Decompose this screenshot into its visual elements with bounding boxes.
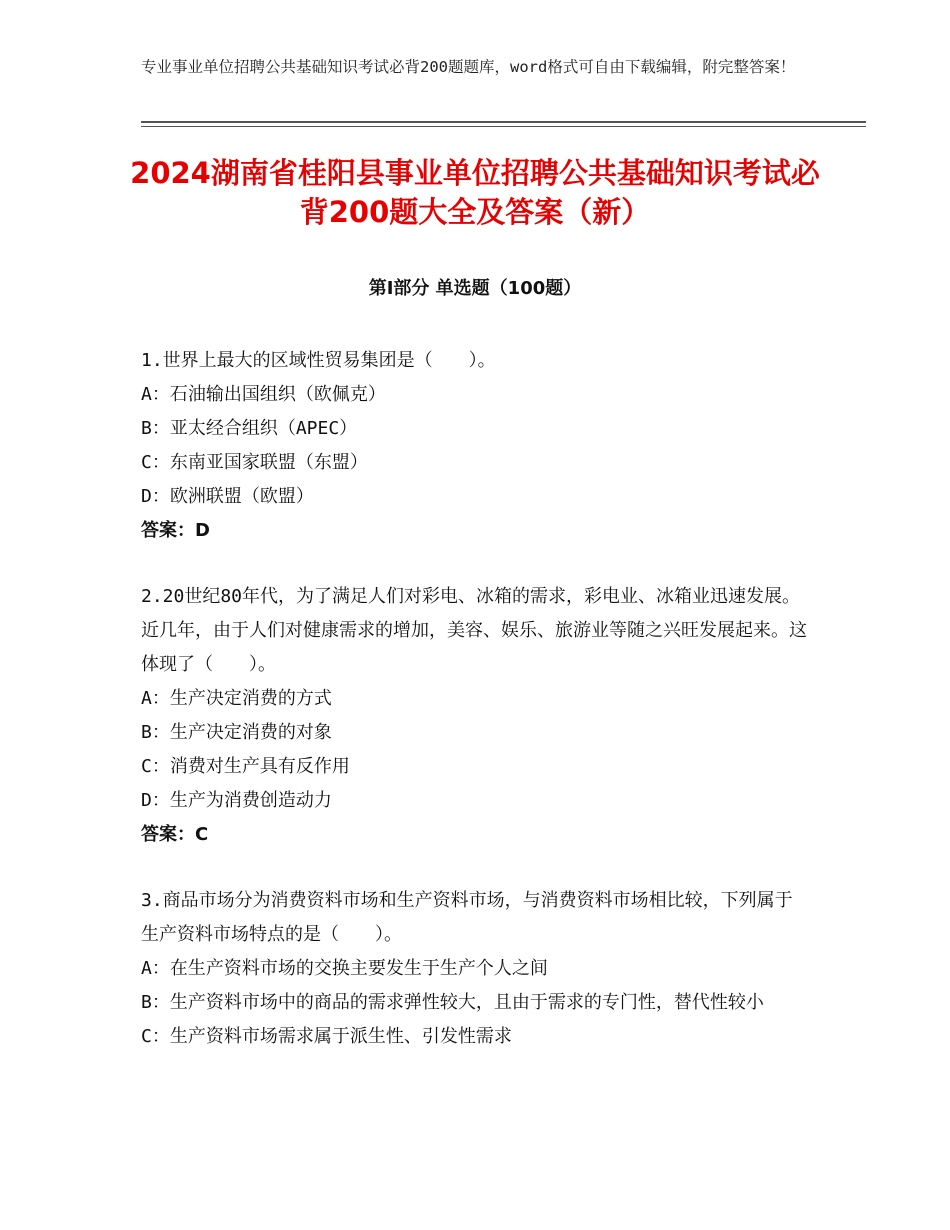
option-c: C：东南亚国家联盟（东盟） — [141, 452, 368, 473]
question-3 — [141, 884, 809, 1054]
option-d: D：欧洲联盟（欧盟） — [141, 486, 314, 507]
option-a: A：生产决定消费的方式 — [141, 688, 332, 709]
option-a: A：在生产资料市场的交换主要发生于生产个人之间 — [141, 958, 548, 979]
option-a: A：石油输出国组织（欧佩克） — [141, 384, 386, 405]
question-2 — [141, 580, 809, 852]
question-1 — [141, 344, 809, 548]
option-c: C：消费对生产具有反作用 — [141, 756, 350, 777]
option-c: C：生产资料市场需求属于派生性、引发性需求 — [141, 1026, 512, 1047]
question-list — [141, 344, 809, 1086]
question-stem: 1.世界上最大的区域性贸易集团是（ ）。 — [141, 350, 496, 371]
option-b: B：生产资料市场中的商品的需求弹性较大，且由于需求的专门性，替代性较小 — [141, 992, 764, 1013]
header-rule-thick — [141, 121, 866, 123]
header-rule-thin — [141, 126, 866, 127]
header-note: 专业事业单位招聘公共基础知识考试必背200题题库，word格式可自由下载编辑，附完整答案！ — [141, 58, 796, 76]
answer: 答案：D — [141, 520, 210, 541]
answer: 答案：C — [141, 824, 209, 845]
question-stem: 2.20世纪80年代，为了满足人们对彩电、冰箱的需求，彩电业、冰箱业迅速发展。近几年，由于人们对健康需求的增加，美容、娱乐、旅游业等随之兴旺发展起来。这体现了（ ）。 — [141, 586, 807, 675]
document-title: 2024湖南省桂阳县事业单位招聘公共基础知识考试必背200题大全及答案（新） — [130, 156, 820, 229]
option-b: B：亚太经合组织（APEC） — [141, 418, 358, 439]
option-d: D：生产为消费创造动力 — [141, 790, 332, 811]
question-stem: 3.商品市场分为消费资料市场和生产资料市场，与消费资料市场相比较，下列属于生产资料市场特点的是（ ）。 — [141, 890, 793, 945]
section-title: 第Ⅰ部分 单选题（100题） — [368, 278, 582, 299]
option-b: B：生产决定消费的对象 — [141, 722, 332, 743]
